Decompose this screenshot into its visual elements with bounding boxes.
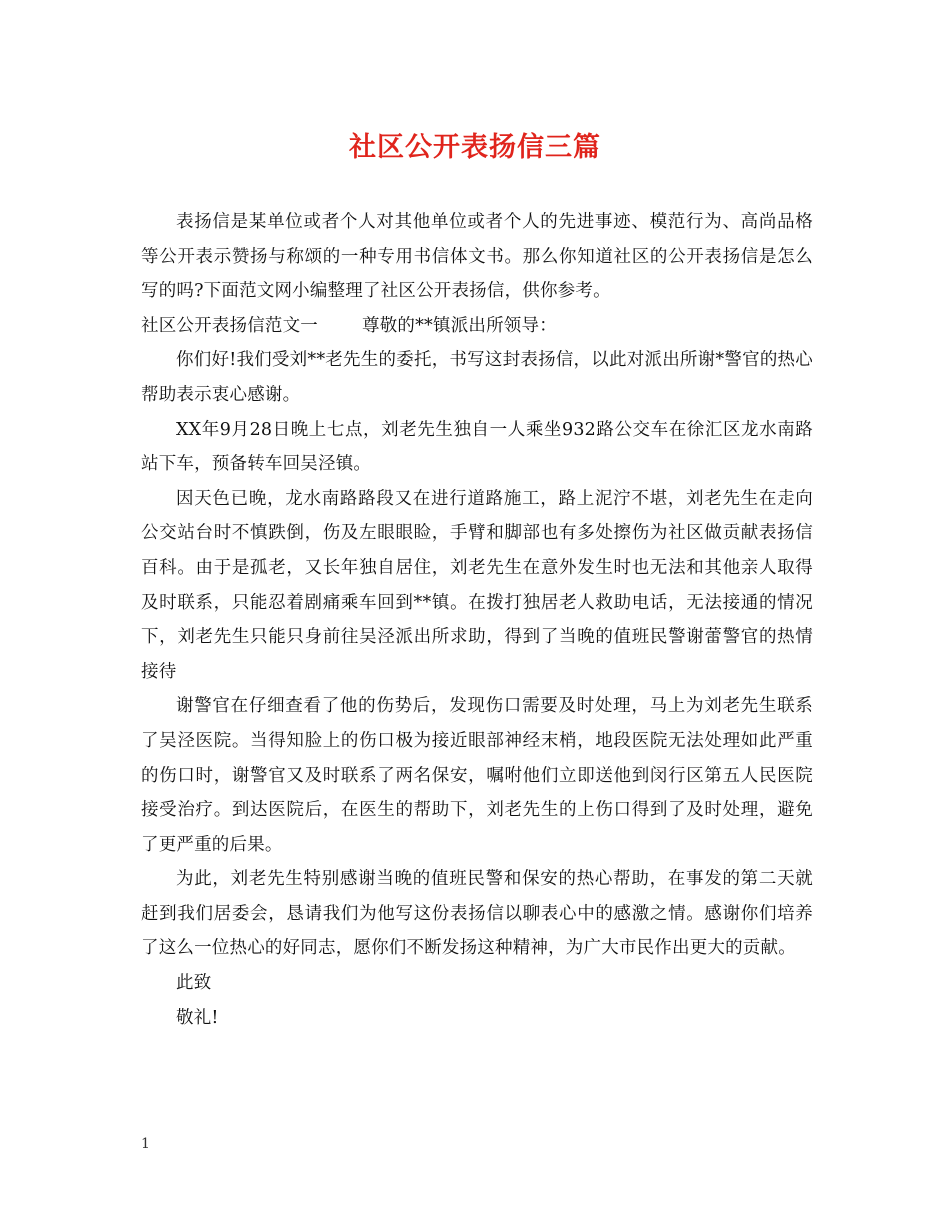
section-heading-line bbox=[141, 309, 813, 344]
closing-line-1: 此致 bbox=[176, 973, 212, 994]
body-paragraph: 因天色已晚，龙水南路路段又在进行道路施工，路上泥泞不堪，刘老先生在走向公交站台时不慎跌倒，伤及左眼眼睑，手臂和脚部也有多处擦伤为社区做贡献表扬信百科。由于是孤老，又长年独自居住，刘老先生在意外发生时也无法和其他亲人取得及时联系，只能忍着剧痛乘车回到**镇。在拨打独居老人救助电话，无法接通的情况下，刘老先生只能只身前往吴泾派出所求助，得到了当晚的值班民警谢蕾警官的热情接待 bbox=[141, 488, 813, 682]
body-paragraph: 谢警官在仔细查看了他的伤势后，发现伤口需要及时处理，马上为刘老先生联系了吴泾医院。当得知脸上的伤口极为接近眼部神经末梢，地段医院无法处理如此严重的伤口时，谢警官又及时联系了两名保安，嘱咐他们立即送他到闵行区第五人民医院接受治疗。到达医院后，在医生的帮助下，刘老先生的上伤口得到了及时处理，避免了更严重的后果。 bbox=[141, 696, 813, 855]
closing-line-2: 敬礼! bbox=[176, 1007, 219, 1028]
body-paragraph: 为此，刘老先生特别感谢当晚的值班民警和保安的热心帮助，在事发的第二天就赶到我们居委会，恳请我们为他写这份表扬信以聊表心中的感激之情。感谢你们培养了这么一位热心的好同志，愿你们不断发扬这种精神，为广大市民作出更大的贡献。 bbox=[141, 869, 813, 959]
section-heading: 社区公开表扬信范文一 bbox=[141, 315, 318, 336]
body-paragraph: XX年9月28日晚上七点，刘老先生独自一人乘坐932路公交车在徐汇区龙水南路站下车，预备转车回吴泾镇。 bbox=[141, 419, 813, 475]
document-title: 社区公开表扬信三篇 bbox=[349, 132, 601, 163]
document-body bbox=[141, 205, 813, 1035]
salutation: 尊敬的**镇派出所领导： bbox=[362, 315, 557, 336]
body-paragraph: 你们好!我们受刘**老先生的委托，书写这封表扬信，以此对派出所谢*警官的热心帮助表示衷心感谢。 bbox=[141, 350, 813, 405]
intro-paragraph: 表扬信是某单位或者个人对其他单位或者个人的先进事迹、模范行为、高尚品格等公开表示赞扬与称颂的一种专用书信体文书。那么你知道社区的公开表扬信是怎么写的吗?下面范文网小编整理了社区公开表扬信，供你参考。 bbox=[141, 212, 813, 302]
page-number: 1 bbox=[141, 1136, 150, 1152]
